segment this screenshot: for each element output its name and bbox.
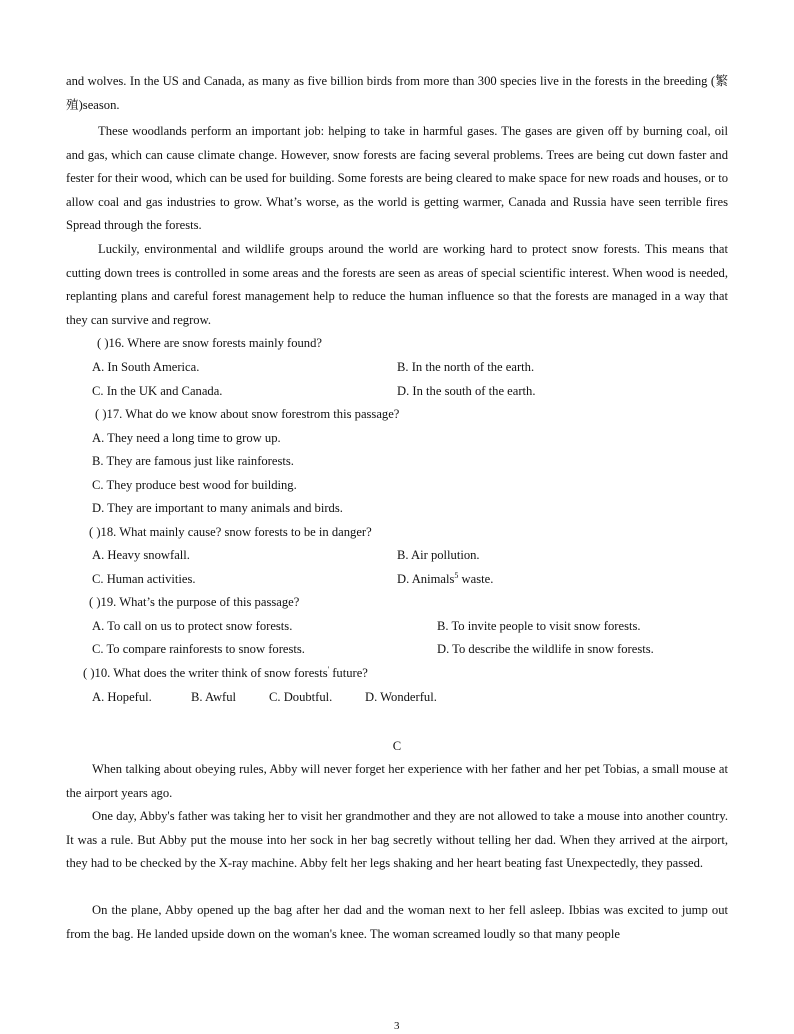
question-20-stem — [83, 665, 368, 681]
question-16-option-a: A. In South America. — [92, 360, 200, 374]
section-heading-c: C — [392, 739, 402, 753]
question-17-option-d: D. They are important to many animals and birds. — [92, 501, 343, 515]
question-19-option-d: D. To describe the wildlife in snow forests. — [437, 642, 654, 656]
question-16-option-c: C. In the UK and Canada. — [92, 384, 223, 398]
question-19-option-c: C. To compare rainforests to snow forests. — [92, 642, 305, 656]
paragraph-b3: Luckily, environmental and wildlife groups around the world are working hard to protect snow forests. This means that cutting down trees is controlled in some areas and the forests are seen as areas of special scientific interest. When wood is needed, replanting plans and careful forest management help to reduce the human influence so that the forests are managed in a way that they can survive and regrow. — [66, 242, 728, 327]
question-18-stem: ( )18. What mainly cause? snow forests to be in danger? — [89, 525, 372, 539]
question-20-option-d: D. Wonderful. — [365, 690, 437, 704]
question-18-option-d — [397, 571, 493, 587]
question-20-option-a: A. Hopeful. — [92, 690, 152, 704]
superscript-mark: ' — [327, 664, 330, 674]
question-17-option-b: B. They are famous just like rainforests. — [92, 454, 294, 468]
option-d-text: D. Animals — [397, 572, 455, 586]
superscript-mark: 5 — [454, 570, 459, 580]
question-19-option-a: A. To call on us to protect snow forests. — [92, 619, 293, 633]
question-17-stem: ( )17. What do we know about snow forestrom this passage? — [95, 407, 400, 421]
question-20-stem-end: future? — [329, 666, 368, 680]
question-20-option-b: B. Awful — [191, 690, 237, 704]
question-18-option-b: B. Air pollution. — [397, 548, 480, 562]
paragraph-c3: On the plane, Abby opened up the bag after her dad and the woman next to her fell asleep. Ibbias was excited to jump out from the bag. He landed upside down on the woman's knee. The woman screamed loudly so that many people — [66, 903, 728, 941]
paragraph-b2: These woodlands perform an important job: helping to take in harmful gases. The gases are given off by burning coal, oil and gas, which can cause climate change. However, snow forests are facing several problems. Trees are being cut down faster and fester for their wood, which can be used for building. Some forests are being cleared to make space for new roads and houses, or to allow coal and gas industries to grow. What’s worse, as the world is getting warmer, Canada and Russia have seen terrible fires Spread through the forests. — [66, 124, 728, 233]
paragraph-c2: One day, Abby's father was taking her to visit her grandmother and they are not allowed to take a mouse into another country. It was a rule. But Abby put the mouse into her sock in her bag secretly without telling her dad. When they arrived at the airport, they had to be checked by the X-ray machine. Abby felt her legs shaking and her heart beating fast Unexpectedly, they passed. — [66, 809, 728, 871]
paragraph-b1: and wolves. In the US and Canada, as many as five billion birds from more than 300 species live in the forests in the breeding (繁殖)season. — [66, 74, 728, 112]
question-19-stem: ( )19. What’s the purpose of this passage? — [89, 595, 300, 609]
page-number: 3 — [394, 1020, 400, 1032]
question-19-option-b: B. To invite people to visit snow forests. — [437, 619, 641, 633]
question-16-option-d: D. In the south of the earth. — [397, 384, 536, 398]
question-20-option-c: C. Doubtful. — [269, 690, 333, 704]
paragraph-c1: When talking about obeying rules, Abby will never forget her experience with her father and her pet Tobias, a small mouse at the airport years ago. — [66, 762, 728, 800]
question-17-option-a: A. They need a long time to grow up. — [92, 431, 281, 445]
question-20-stem-text: ( )10. What does the writer think of snow forests — [83, 666, 328, 680]
question-16-stem: ( )16. Where are snow forests mainly found? — [97, 336, 322, 350]
question-16-option-b: B. In the north of the earth. — [397, 360, 535, 374]
question-17-option-c: C. They produce best wood for building. — [92, 478, 297, 492]
option-d-text-end: waste. — [458, 572, 494, 586]
question-18-option-a: A. Heavy snowfall. — [92, 548, 190, 562]
question-18-option-c: C. Human activities. — [92, 572, 196, 586]
